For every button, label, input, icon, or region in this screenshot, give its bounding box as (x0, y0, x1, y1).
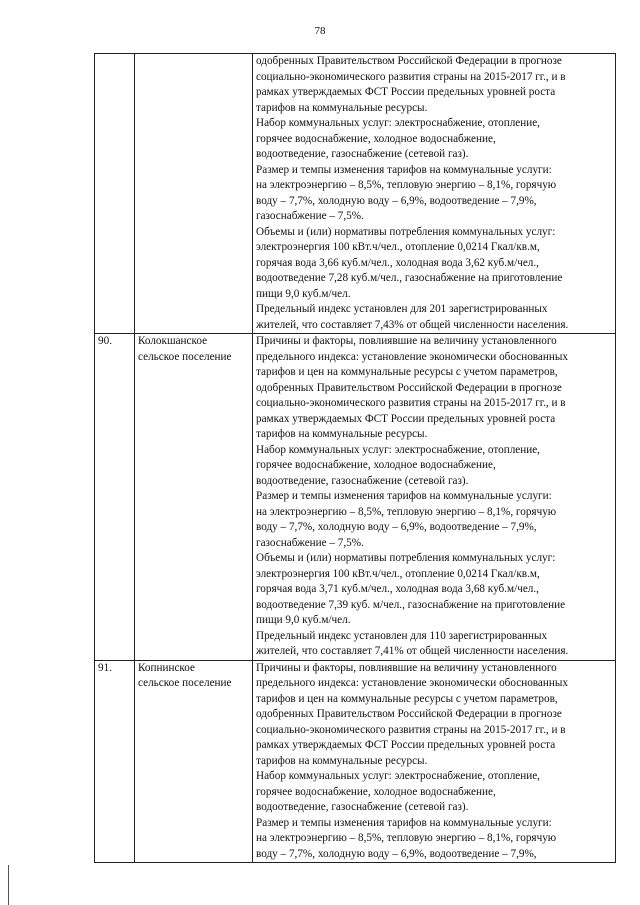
settlement-name-cell (135, 660, 253, 863)
row-number-cell (95, 334, 135, 661)
description-cell (253, 660, 616, 863)
text-line: пищи 9,0 куб.м/чел. (256, 287, 351, 300)
text-line: предельного индекса: установление экономически обоснованных (256, 677, 568, 689)
text-line: Размер и темпы изменения тарифов на коммунальные услуги: (256, 490, 552, 502)
settlement-name-cell (135, 54, 253, 334)
text-line: на электроэнергию – 8,5%, тепловую энергию – 8,1%, горячую (256, 832, 557, 844)
text-line: горячее водоснабжение, холодное водоснабжение, (256, 785, 496, 798)
text-line: одобренных Правительством Российской Федерации в прогнозе (256, 381, 562, 394)
text-line: рамках утверждаемых ФСТ России предельных уровней роста (256, 412, 556, 425)
table-row (95, 660, 616, 863)
table-row (95, 334, 616, 661)
text-line: тарифов и цен на коммунальные ресурсы с учетом параметров, (256, 692, 558, 705)
settlement-name-line: Колокшанское (138, 335, 208, 347)
text-line: рамках утверждаемых ФСТ России предельных уровней роста (256, 739, 556, 751)
settlement-name-line: сельское поселение (138, 350, 232, 363)
text-line: водоотведение 7,28 куб.м/чел., газоснабжение на приготовление (256, 272, 563, 284)
text-line: водоотведение, газоснабжение (сетевой газ). (256, 474, 469, 487)
text-line: газоснабжение – 7,5%. (256, 210, 364, 222)
text-line: тарифов на коммунальные ресурсы. (256, 101, 428, 114)
text-line: тарифов на коммунальные ресурсы. (256, 754, 428, 767)
row-number: 91. (98, 661, 112, 674)
scan-edge-mark (8, 865, 9, 905)
row-number-cell (95, 54, 135, 334)
text-line: Причины и факторы, повлиявшие на величину установленного (256, 335, 557, 347)
text-line: электроэнергия 100 кВт.ч/чел., отопление 0,0214 Гкал/кв.м, (256, 241, 540, 253)
text-line: пищи 9,0 куб.м/чел. (256, 614, 351, 626)
settlement-name-line: сельское поселение (138, 677, 232, 689)
text-line: рамках утверждаемых ФСТ России предельных уровней роста (256, 86, 556, 98)
tariff-table (94, 53, 616, 863)
text-line: Причины и факторы, повлиявшие на величину установленного (256, 661, 557, 674)
text-line: водоотведение 7,39 куб. м/чел., газоснабжение на приготовление (256, 598, 566, 611)
text-line: Предельный индекс установлен для 110 зарегистрированных (256, 629, 548, 642)
text-line: воду – 7,7%, холодную воду – 6,9%, водоотведение – 7,9%, (256, 847, 537, 860)
text-line: социально-экономического развития страны на 2015-2017 гг., и в (256, 723, 566, 736)
text-line: Набор коммунальных услуг: электроснабжение, отопление, (256, 443, 540, 456)
text-line: социально-экономического развития страны на 2015-2017 гг., и в (256, 70, 566, 83)
text-line: Набор коммунальных услуг: электроснабжение, отопление, (256, 117, 540, 129)
text-line: Предельный индекс установлен для 201 зарегистрированных (256, 303, 548, 315)
text-line: на электроэнергию – 8,5%, тепловую энергию – 8,1%, горячую (256, 505, 557, 518)
settlement-name-line: Копнинское (138, 661, 195, 674)
text-line: предельного индекса: установление экономически обоснованных (256, 350, 568, 363)
text-line: Набор коммунальных услуг: электроснабжение, отопление, (256, 770, 540, 782)
text-line: горячее водоснабжение, холодное водоснабжение, (256, 459, 496, 471)
text-line: Размер и темпы изменения тарифов на коммунальные услуги: (256, 816, 552, 829)
text-line: Размер и темпы изменения тарифов на коммунальные услуги: (256, 163, 552, 176)
text-line: газоснабжение – 7,5%. (256, 536, 364, 549)
text-line: на электроэнергию – 8,5%, тепловую энергию – 8,1%, горячую (256, 179, 557, 191)
row-number: 90. (98, 335, 112, 347)
row-number-cell (95, 660, 135, 863)
description-cell (253, 54, 616, 334)
page-number: 78 (314, 25, 326, 37)
text-line: тарифов на коммунальные ресурсы. (256, 428, 428, 440)
text-line: воду – 7,7%, холодную воду – 6,9%, водоотведение – 7,9%, (256, 194, 537, 207)
settlement-name-cell (135, 334, 253, 661)
text-line: электроэнергия 100 кВт.ч/чел., отопление 0,0214 Гкал/кв.м, (256, 567, 540, 580)
text-line: горячее водоснабжение, холодное водоснабжение, (256, 132, 496, 145)
text-line: социально-экономического развития страны на 2015-2017 гг., и в (256, 397, 566, 409)
table-row (95, 54, 616, 334)
text-line: горячая вода 3,71 куб.м/чел., холодная вода 3,68 куб.м/чел., (256, 583, 539, 595)
text-line: воду – 7,7%, холодную воду – 6,9%, водоотведение – 7,9%, (256, 521, 537, 533)
description-cell (253, 334, 616, 661)
text-line: Объемы и (или) нормативы потребления коммунальных услуг: (256, 225, 556, 238)
text-line: одобренных Правительством Российской Федерации в прогнозе (256, 55, 562, 67)
text-line: водоотведение, газоснабжение (сетевой газ). (256, 148, 469, 160)
text-line: тарифов и цен на коммунальные ресурсы с учетом параметров, (256, 366, 558, 378)
text-line: жителей, что составляет 7,41% от общей численности населения. (256, 645, 569, 657)
table-body (95, 54, 616, 863)
text-line: жителей, что составляет 7,43% от общей численности населения. (256, 318, 569, 331)
text-line: горячая вода 3,66 куб.м/чел., холодная вода 3,62 куб.м/чел., (256, 256, 539, 269)
text-line: Объемы и (или) нормативы потребления коммунальных услуг: (256, 552, 556, 564)
text-line: водоотведение, газоснабжение (сетевой газ). (256, 801, 469, 813)
text-line: одобренных Правительством Российской Федерации в прогнозе (256, 708, 562, 720)
